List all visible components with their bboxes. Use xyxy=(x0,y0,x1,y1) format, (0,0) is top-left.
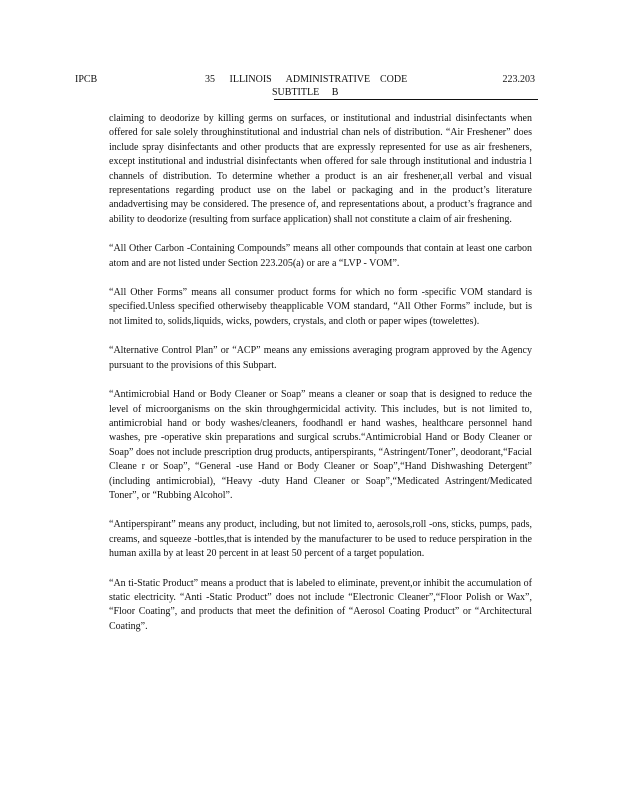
paragraph-anti-static-product: “An ti-Static Product” means a product that is labeled to eliminate, prevent,or inhibit the accumulation of static electricity. “Anti -Static Product” does not include “Electronic Cleaner”,“Floor Polish or Wax”, “Floor Coating”, and products that meet the definition of “Aerosol Coating Product” or “Architectural Coating”. xyxy=(109,577,532,632)
header-code-label: CODE xyxy=(380,74,408,85)
paragraph-antimicrobial-hand-soap: “Antimicrobial Hand or Body Cleaner or Soap” means a cleaner or soap that is designed to reduce the level of microorganisms on the skin throughgermicidal activity. This includes, but is not limited to, antimicrobial hand or body washes/cleaners, foodhandl er hand washes, healthcare personnel hand washes, pre -operative skin preparations and surgical scrubs.“Antimicrobial Hand or Body Cleaner or Soap” does not include prescription drug products, antiperspirants, “Astringent/Toner”, deodorant,“Facial Cleane r or Soap”, “General -use Hand or Body Cleaner or Soap”,“Hand Dishwashing Detergent” (including antimicrobial), “Heavy -duty Hand Cleaner or Soap”,“Medicated Astringent/Medicated Toner”, or “Rubbing Alcohol”. xyxy=(109,389,532,501)
header-subtitle: SUBTITLE B xyxy=(272,87,339,98)
header-section-number: 223.203 xyxy=(502,74,535,85)
paragraph-alternative-control-plan: “Alternative Control Plan” or “ACP” means any emissions averaging program approved by the Agency pursuant to the provisions of this Subpart. xyxy=(109,345,532,371)
paragraph-air-freshener-continued: claiming to deodorize by killing germs on surfaces, or institutional and industrial disinfectants when offered for sale solely throughinstitutional and industrial chan nels of distribution. “Air Freshener” does include spray disinfectants and other products that are expressly represented for use as air fresheners, except institutional and industrial disinfectants when offered for sale through institutional and industria l channels of distribution. To determine whether a product is an air freshener,all verbal and visual representations regarding product use on the label or packaging and in the product’s literature andadvertising may be considered. The presence of, and representations about, a product’s fragrance and ability to deodorize (resulting from surface application) shall not constitute a claim of air freshening. xyxy=(109,113,532,225)
paragraph-antiperspirant: “Antiperspirant” means any product, including, but not limited to, aerosols,roll -ons, sticks, pumps, pads, creams, and squeeze -bottles,that is intended by the manufacturer to be used to reduce perspiration in the human axilla by at least 20 percent in at least 50 percent of a target population. xyxy=(109,519,532,560)
header-title: 35 ILLINOIS ADMINISTRATIVE xyxy=(205,74,371,85)
header-agency: IPCB xyxy=(75,74,98,85)
header-rule xyxy=(274,99,538,100)
page-header xyxy=(75,73,535,86)
paragraph-all-other-forms: “All Other Forms” means all consumer product forms for which no form -specific VOM standard is specified.Unless specified otherwiseby theapplicable VOM standard, “All Other Forms” include, but is not limited to, solids,liquids, wicks, powders, crystals, and cloth or paper wipes (towelettes). xyxy=(109,287,532,327)
document-body xyxy=(109,112,532,649)
paragraph-all-other-carbon-compounds: “All Other Carbon -Containing Compounds” means all other compounds that contain at least one carbon atom and are not listed under Section 223.205(a) or are a “LVP - VOM”. xyxy=(109,243,532,269)
